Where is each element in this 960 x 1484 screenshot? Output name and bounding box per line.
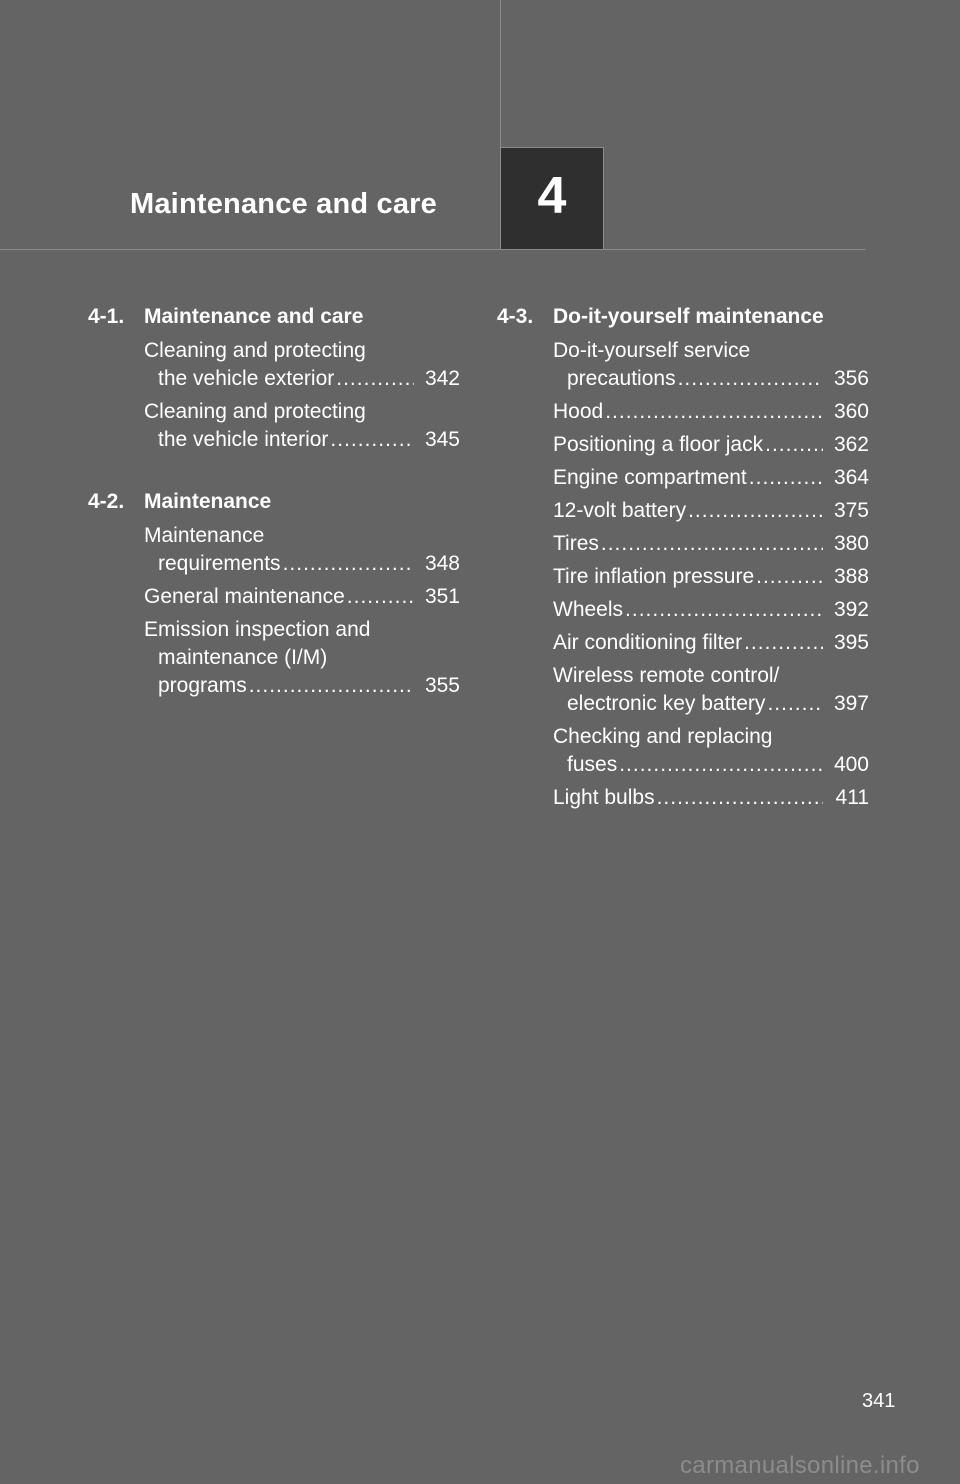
entry-page: 375: [833, 499, 869, 522]
section-title: Do-it-yourself maintenance: [553, 305, 824, 328]
dot-leader: [756, 563, 823, 591]
entry-page: 360: [833, 400, 869, 423]
dot-leader: [765, 431, 823, 459]
section-heading[interactable]: [497, 302, 869, 332]
toc-entry-wheels[interactable]: [553, 596, 869, 624]
section-number: 4-1.: [88, 305, 125, 328]
entry-line: Checking and replacing: [553, 725, 773, 748]
toc-section-4-1: [88, 302, 460, 454]
dot-leader: [601, 530, 823, 558]
entry-text: the vehicle interior: [158, 428, 329, 451]
dot-leader: [744, 629, 823, 657]
entry-page: 380: [833, 532, 869, 555]
toc-entry-tires[interactable]: [553, 530, 869, 558]
entry-page: 348: [424, 552, 460, 575]
watermark: carmanualsonline.info: [680, 1452, 920, 1479]
dot-leader: [749, 464, 823, 492]
entry-page: 351: [424, 585, 460, 608]
entry-page: 392: [833, 598, 869, 621]
dot-leader: [657, 784, 823, 812]
entry-line: Wireless remote control/: [553, 664, 780, 687]
section-number: 4-2.: [88, 490, 125, 513]
dot-leader: [688, 497, 823, 525]
dot-leader: [336, 365, 414, 393]
dot-leader: [283, 550, 414, 578]
dot-leader: [678, 365, 823, 393]
entry-text: Engine compartment: [553, 466, 747, 489]
toc-entry-general-maintenance[interactable]: [144, 583, 460, 611]
entry-text: precautions: [567, 367, 676, 390]
entry-line: Cleaning and protecting: [144, 339, 366, 362]
entry-text: General maintenance: [144, 585, 345, 608]
toc-entry-hood[interactable]: [553, 398, 869, 426]
toc-entry-diy-precautions[interactable]: [553, 337, 869, 393]
entry-line: Cleaning and protecting: [144, 400, 366, 423]
dot-leader: [619, 751, 823, 779]
toc-entry-engine-compartment[interactable]: [553, 464, 869, 492]
entry-text: requirements: [158, 552, 281, 575]
section-heading[interactable]: [88, 302, 460, 332]
entry-page: 364: [833, 466, 869, 489]
toc-section-4-2: [88, 487, 460, 700]
toc-entry-key-battery[interactable]: [553, 662, 869, 718]
section-number: 4-3.: [497, 305, 534, 328]
dot-leader: [605, 398, 823, 426]
entry-text: Light bulbs: [553, 786, 655, 809]
page-number: 341: [862, 1390, 896, 1412]
entry-text: Tire inflation pressure: [553, 565, 755, 588]
toc-entry-ac-filter[interactable]: [553, 629, 869, 657]
entry-page: 388: [833, 565, 869, 588]
entry-line: Emission inspection and: [144, 618, 371, 641]
toc-entry-cleaning-exterior[interactable]: [144, 337, 460, 393]
entry-text: fuses: [567, 753, 618, 776]
entry-page: 395: [833, 631, 869, 654]
entry-page: 397: [833, 692, 869, 715]
chapter-title: Maintenance and care: [130, 188, 437, 220]
toc-entry-fuses[interactable]: [553, 723, 869, 779]
chapter-number: 4: [537, 166, 567, 225]
toc-entry-floor-jack[interactable]: [553, 431, 869, 459]
section-title: Maintenance and care: [144, 305, 364, 328]
dot-leader: [767, 690, 823, 718]
entry-text: Wheels: [553, 598, 624, 621]
entry-text: Tires: [553, 532, 599, 555]
toc-entry-tire-inflation[interactable]: [553, 563, 869, 591]
entry-page: 342: [424, 367, 460, 390]
entry-text: Air conditioning filter: [553, 631, 743, 654]
header-horizontal-rule: [0, 249, 866, 250]
entry-text: the vehicle exterior: [158, 367, 335, 390]
toc-entry-maintenance-requirements[interactable]: [144, 522, 460, 578]
entry-text: 12-volt battery: [553, 499, 687, 522]
entry-line: maintenance (I/M): [158, 646, 328, 669]
dot-leader: [249, 672, 414, 700]
toc-entry-emission-inspection[interactable]: [144, 616, 460, 700]
dot-leader: [625, 596, 823, 624]
entry-page: 362: [833, 433, 869, 456]
entry-text: programs: [158, 674, 247, 697]
toc-section-4-3: [497, 302, 869, 812]
entry-page: 411: [835, 786, 869, 809]
entry-text: electronic key battery: [567, 692, 766, 715]
entry-page: 356: [833, 367, 869, 390]
toc-entry-light-bulbs[interactable]: [553, 784, 869, 812]
entry-page: 345: [424, 428, 460, 451]
section-title: Maintenance: [144, 490, 272, 513]
toc-entry-12-volt-battery[interactable]: [553, 497, 869, 525]
dot-leader: [330, 426, 414, 454]
toc-entry-cleaning-interior[interactable]: [144, 398, 460, 454]
entry-line: Do-it-yourself service: [553, 339, 751, 362]
entry-page: 355: [424, 674, 460, 697]
entry-text: Hood: [553, 400, 604, 423]
chapter-number-tab: [500, 147, 604, 250]
section-heading[interactable]: [88, 487, 460, 517]
entry-page: 400: [833, 753, 869, 776]
entry-text: Positioning a floor jack: [553, 433, 764, 456]
entry-line: Maintenance: [144, 524, 265, 547]
dot-leader: [347, 583, 414, 611]
